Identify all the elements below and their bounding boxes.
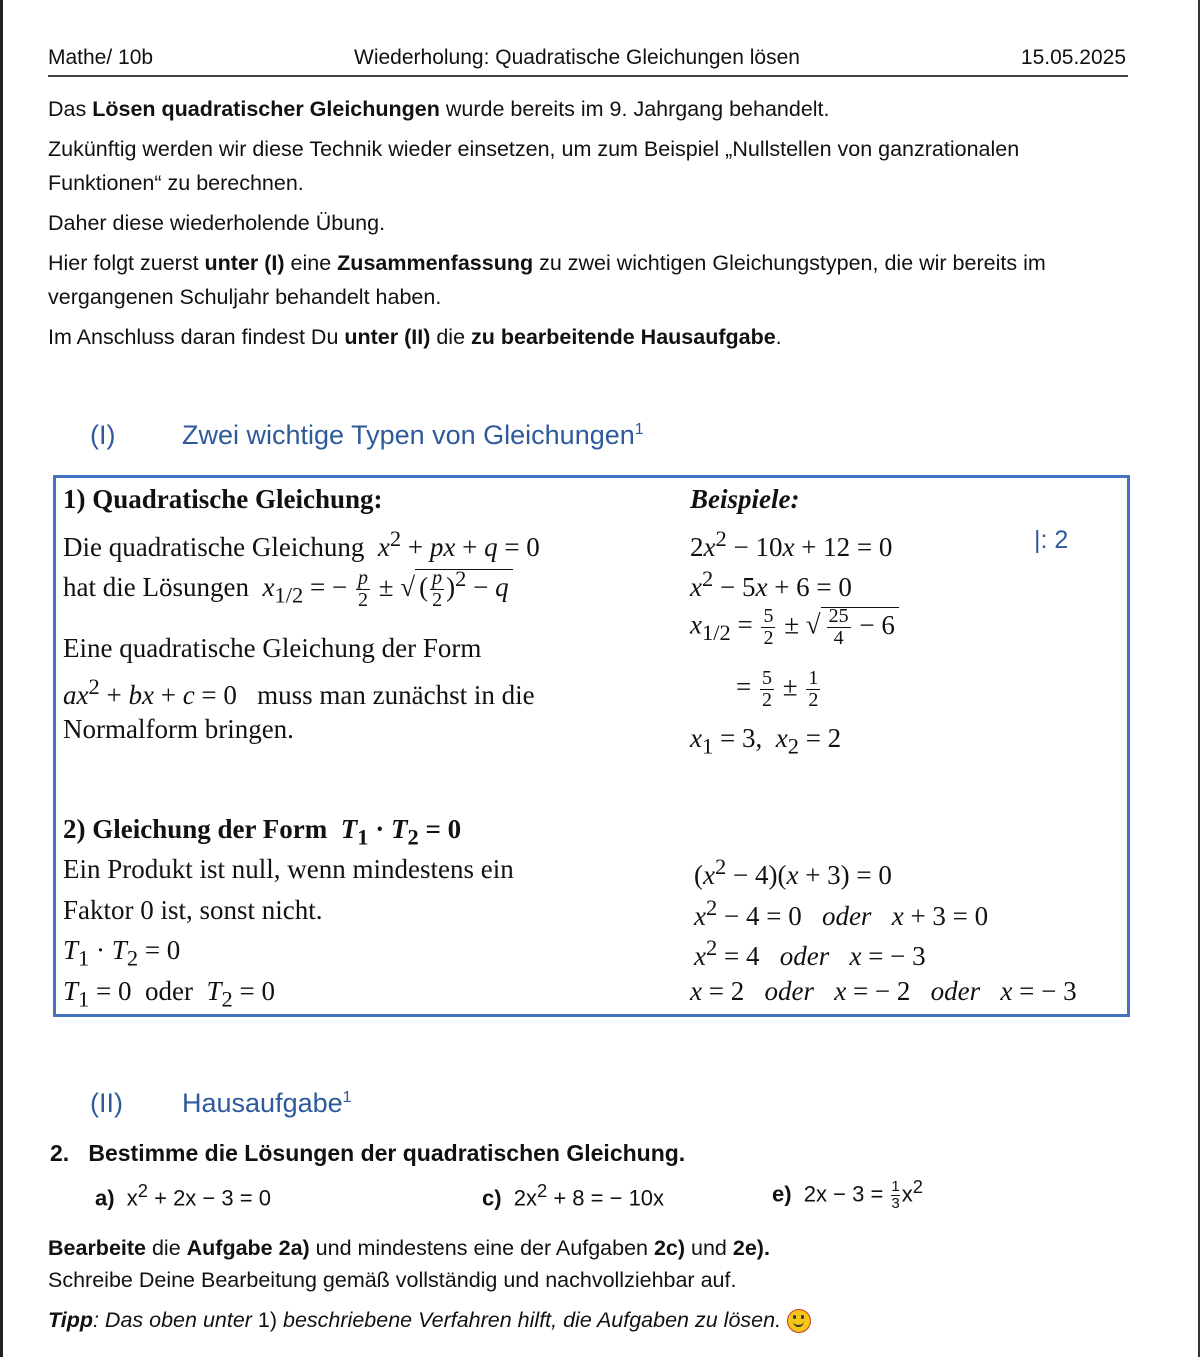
- section-2-heading: (II) Hausaufgabe$^1$: [90, 1088, 352, 1118]
- task-heading: 2. Bestimme die Lösungen der quadratischen Gleichung.: [50, 1140, 686, 1166]
- example-line: x = 2 oder x = − 2 oder x = − 3: [690, 976, 1077, 1006]
- rule-line: $T_1 = 0$ oder $T_2 = 0$: [63, 976, 276, 1012]
- rule-line: Die quadratische Gleichung $x^2$ + px + q = 0: [63, 526, 540, 562]
- rule-line: Normalform bringen.: [63, 714, 294, 744]
- intro-paragraph: Daher diese wiederholende Übung.: [48, 211, 386, 235]
- example-line: $x_{1/2}$ = $\frac{5}{2}$ ± √ $\frac{25}{4}$ − 6: [690, 606, 899, 649]
- example-line: $x^2 = 4$ oder x = − 3: [694, 935, 926, 971]
- task-e: e) 2x − 3 = $\frac{1}{3}x^2$: [772, 1176, 923, 1213]
- example-line: $x^2 - 5x + 6 = 0$: [690, 566, 852, 602]
- date-label: 15.05.2025: [1020, 46, 1126, 69]
- examples-heading: Beispiele:: [690, 484, 800, 514]
- rule-line: Eine quadratische Gleichung der Form: [63, 633, 482, 663]
- intro-text: [48, 92, 1138, 360]
- task-c: c) $2x^2 + 8$ = − 10x: [482, 1180, 665, 1211]
- smiley-icon: [787, 1309, 811, 1333]
- section-1-heading: (I) Zwei wichtige Typen von Gleichungen$^1$: [90, 420, 644, 450]
- instruction-line: Schreibe Deine Bearbeitung gemäß vollständig und nachvollziehbar auf.: [48, 1268, 737, 1292]
- header-divider: [48, 75, 1128, 77]
- intro-paragraph: Im Anschluss daran findest Du unter (II) die zu bearbeitende Hausaufgabe.: [48, 325, 782, 349]
- example-line: $(x^2 - 4)(x + 3) = 0$: [694, 854, 892, 890]
- rule-line: $T_1 \cdot T_2 = 0$: [63, 935, 181, 971]
- instruction-line: Bearbeite die Aufgabe 2a) und mindestens eine der Aufgaben 2c) und 2e).: [48, 1236, 770, 1260]
- intro-paragraph: Hier folgt zuerst unter (I) eine Zusammenfassung zu zwei wichtigen Gleichungstypen, die wir bereits im vergangenen Schuljahr behandelt haben.: [48, 251, 1046, 309]
- worksheet-header: [48, 46, 1126, 76]
- intro-paragraph: Das Lösen quadratischer Gleichungen wurde bereits im 9. Jahrgang behandelt.: [48, 97, 830, 121]
- topic-title: Wiederholung: Quadratische Gleichungen lösen: [354, 46, 800, 69]
- summary-box: [53, 475, 1130, 1017]
- task-a: a) $x^2 + 2x - 3 = 0$: [95, 1180, 271, 1211]
- box-heading-2: 2) Gleichung der Form $T_1 \cdot T_2 = 0$: [63, 814, 462, 850]
- intro-paragraph: Zukünftig werden wir diese Technik wieder einsetzen, um zum Beispiel „Nullstellen von ganzrationalen Funktionen“ zu berechnen.: [48, 137, 1020, 195]
- rule-line: $ax^2$ + bx + c = 0 muss man zunächst in die: [63, 674, 535, 710]
- rule-line: hat die Lösungen $x_{1/2}$ = − $\frac{p}{2}$ ± √ ( $\frac{p}{2}$ )$^2$ − q: [63, 566, 513, 611]
- example-line: $x^2 - 4 = 0$ oder x + 3 = 0: [694, 895, 989, 931]
- example-line: $x_1 = 3$, $x_2 = 2$: [690, 723, 842, 759]
- subject-label: Mathe/ 10b: [48, 46, 154, 69]
- rule-line: Faktor 0 ist, sonst nicht.: [63, 895, 323, 925]
- divide-annotation: |: 2: [1034, 526, 1069, 554]
- box-heading-1: 1) Quadratische Gleichung:: [63, 484, 383, 514]
- left-border: [0, 0, 3, 1357]
- tip-line: Tipp: Das oben unter 1) beschriebene Verfahren hilft, die Aufgaben zu lösen.: [48, 1308, 811, 1333]
- example-line: = $\frac{5}{2}$ ± $\frac{1}{2}$: [736, 667, 819, 711]
- example-line: $2x^2 - 10x + 12 = 0$: [690, 526, 893, 562]
- rule-line: Ein Produkt ist null, wenn mindestens ein: [63, 854, 514, 884]
